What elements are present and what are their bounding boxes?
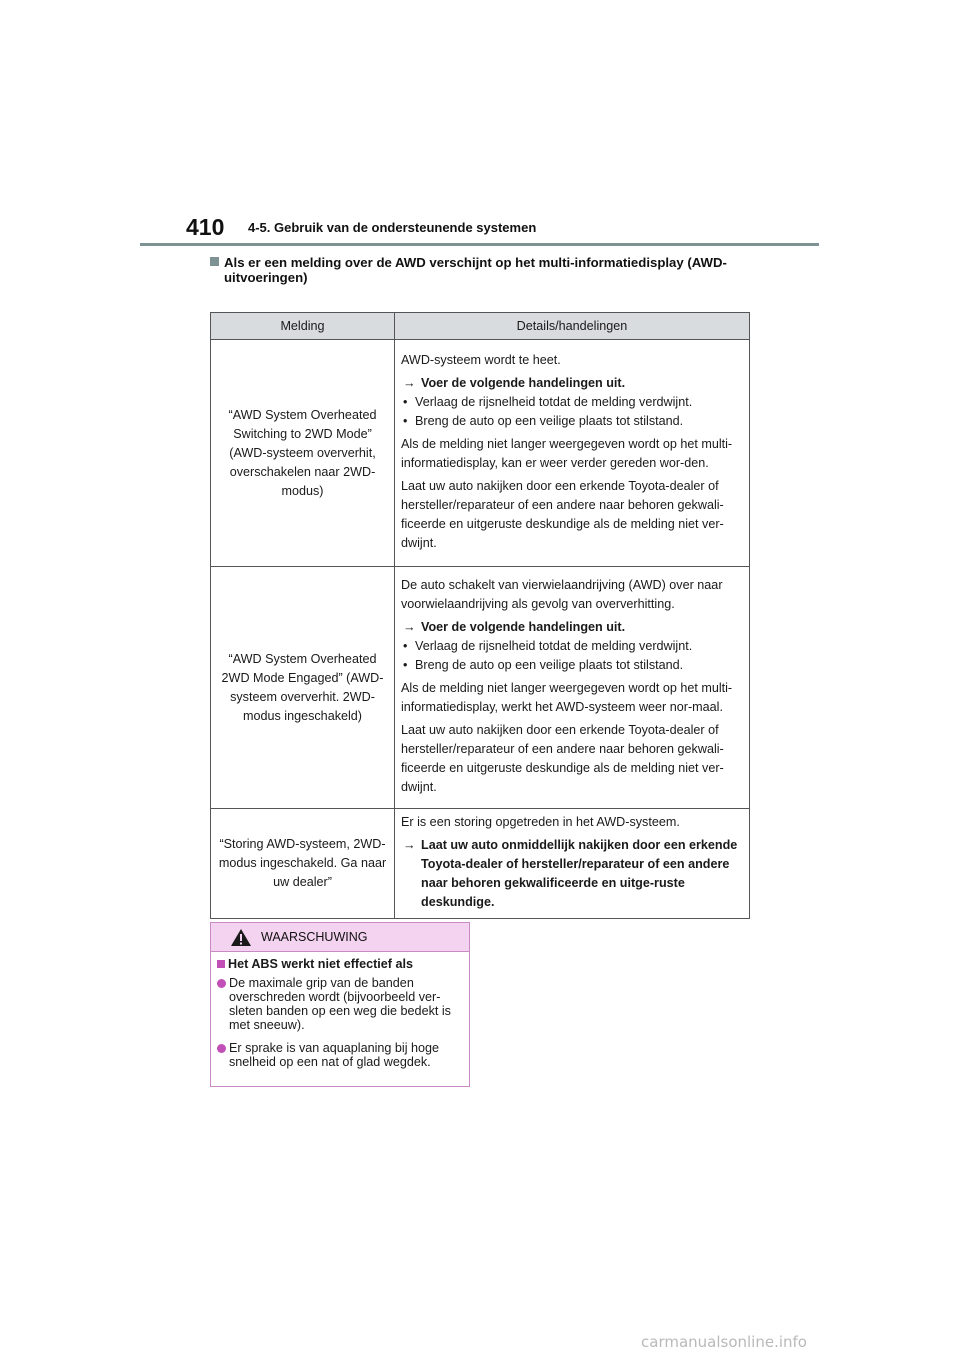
header-divider — [140, 243, 819, 246]
warning-list-item — [217, 1041, 463, 1069]
detail-paragraph: Laat uw auto nakijken door een erkende Toyota-dealer of hersteller/reparateur of een andere naar behoren gekwali-ficeerde en uitgeruste deskundige als de melding niet ver-dwijnt. — [401, 479, 724, 550]
bullet-dot-icon: • — [403, 639, 408, 653]
detail-paragraph: Als de melding niet langer weergegeven wordt op het multi-informatiedisplay, werkt het AWD-systeem weer nor-maal. — [401, 681, 733, 714]
warning-subheading — [217, 957, 463, 971]
warning-item-text: Er sprake is van aquaplaning bij hoge snelheid op een nat of glad wegdek. — [229, 1041, 440, 1069]
arrow-right-icon: → — [403, 620, 416, 634]
subheading — [210, 255, 755, 285]
warning-box — [210, 922, 470, 1087]
column-header-details: Details/handelingen — [395, 313, 750, 340]
action-line — [401, 618, 744, 637]
message-cell: “AWD System Overheated 2WD Mode Engaged” (AWD-systeem oververhit. 2WD-modus ingeschakeld) — [211, 567, 395, 809]
detail-intro: Er is een storing opgetreden in het AWD-systeem. — [401, 815, 680, 829]
watermark: carmanualsonline.info — [641, 1333, 807, 1351]
subheading-text: Als er een melding over de AWD verschijnt op het multi-informatiedisplay (AWD-uitvoeringen) — [224, 255, 727, 285]
message-table — [210, 312, 750, 919]
table-row — [211, 340, 750, 567]
arrow-right-icon: → — [403, 376, 416, 390]
bullet-dot-icon: • — [403, 395, 408, 409]
list-item-text: Verlaag de rijsnelheid totdat de melding verdwijnt. — [415, 639, 693, 653]
page-number: 410 — [186, 214, 225, 240]
warning-body — [211, 952, 469, 1069]
square-bullet-icon — [210, 257, 219, 266]
warning-subheading-text: Het ABS werkt niet effectief als — [228, 957, 413, 971]
table-row — [211, 809, 750, 919]
warning-header — [211, 923, 469, 952]
warning-list-item — [217, 976, 463, 1032]
action-text: Voer de volgende handelingen uit. — [421, 620, 626, 634]
list-item-text: Verlaag de rijsnelheid totdat de melding verdwijnt. — [415, 395, 693, 409]
action-text: Voer de volgende handelingen uit. — [421, 376, 626, 390]
warning-title: WAARSCHUWING — [261, 930, 368, 944]
section-title: 4-5. Gebruik van de ondersteunende systemen — [248, 220, 537, 235]
action-line — [401, 836, 744, 912]
detail-intro: De auto schakelt van vierwielaandrijving (AWD) over naar voorwielaandrijving als gevolg van oververhitting. — [401, 578, 723, 611]
details-cell — [395, 340, 750, 567]
square-bullet-icon — [217, 960, 225, 968]
detail-intro: AWD-systeem wordt te heet. — [401, 353, 561, 367]
table-header-row — [211, 313, 750, 340]
action-line — [401, 374, 744, 393]
details-cell — [395, 567, 750, 809]
details-cell — [395, 809, 750, 919]
arrow-right-icon: → — [403, 838, 416, 852]
action-text: Laat uw auto onmiddellijk nakijken door een erkende Toyota-dealer of hersteller/reparateur of een andere naar behoren gekwalificeerde en uitge-ruste deskundige. — [421, 838, 738, 909]
list-item — [401, 656, 744, 675]
circle-bullet-icon — [217, 1044, 226, 1053]
circle-bullet-icon — [217, 979, 226, 988]
bullet-dot-icon: • — [403, 658, 408, 672]
detail-paragraph: Als de melding niet langer weergegeven wordt op het multi-informatiedisplay, kan er weer verder gereden wor-den. — [401, 437, 733, 470]
detail-paragraph: Laat uw auto nakijken door een erkende Toyota-dealer of hersteller/reparateur of een andere naar behoren gekwali-ficeerde en uitgeruste deskundige als de melding niet ver-dwijnt. — [401, 723, 724, 794]
bullet-dot-icon: • — [403, 414, 408, 428]
message-cell: “AWD System Overheated Switching to 2WD Mode” (AWD-systeem oververhit, overschakelen naar 2WD-modus) — [211, 340, 395, 567]
list-item-text: Breng de auto op een veilige plaats tot stilstand. — [415, 414, 684, 428]
message-cell: “Storing AWD-systeem, 2WD-modus ingeschakeld. Ga naar uw dealer” — [211, 809, 395, 919]
table-row — [211, 567, 750, 809]
list-item — [401, 412, 744, 431]
list-item — [401, 637, 744, 656]
warning-item-text: De maximale grip van de banden overschreden wordt (bijvoorbeeld ver-sleten banden op een weg die bedekt is met sneeuw). — [229, 976, 451, 1032]
list-item-text: Breng de auto op een veilige plaats tot stilstand. — [415, 658, 684, 672]
warning-triangle-icon — [230, 928, 252, 947]
column-header-message: Melding — [211, 313, 395, 340]
list-item — [401, 393, 744, 412]
